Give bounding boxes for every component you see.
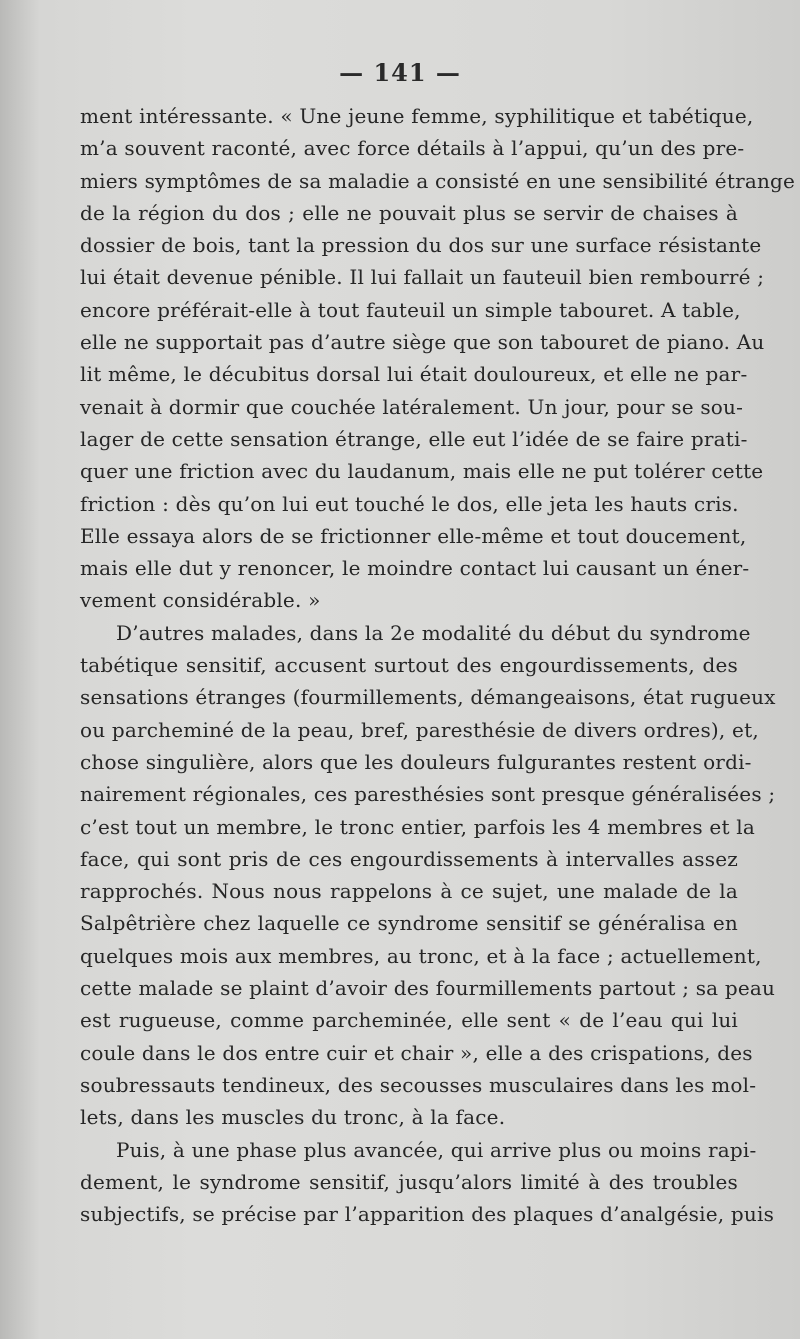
text-line: soubressauts tendineux, des secousses musculaires dans les mol- [80,1072,757,1097]
text-line: lui était devenue pénible. Il lui fallait un fauteuil bien rembourré ; [80,265,765,290]
text-line: D’autres malades, dans la 2e modalité du début du syndrome [116,620,751,645]
body-text [80,100,796,1230]
text-line: m’a souvent raconté, avec force détails à l’appui, qu’un des pre- [80,136,745,161]
text-line: dossier de bois, tant la pression du dos sur une surface résistante [80,233,762,258]
page-number: — 141 — [339,58,461,87]
text-line: sensations étranges (fourmillements, démangeaisons, état rugueux [80,685,776,710]
text-line: ment intéressante. « Une jeune femme, syphilitique et tabétique, [80,104,754,128]
text-line: miers symptômes de sa maladie a consisté en une sensibilité étrange [80,168,796,193]
text-line: encore préférait-elle à tout fauteuil un simple tabouret. A table, [80,297,741,322]
text-line: Elle essaya alors de se frictionner elle-même et tout doucement, [80,523,747,548]
text-line: c’est tout un membre, le tronc entier, parfois les 4 membres et la [80,814,755,839]
text-line: elle ne supportait pas d’autre siège que son tabouret de piano. Au [80,330,765,355]
text-line: quelques mois aux membres, au tronc, et à la face ; actuellement, [80,943,762,968]
text-line: face, qui sont pris de ces engourdissements à intervalles assez [80,846,738,871]
text-line: tabétique sensitif, accusent surtout des engourdissements, des [80,653,738,678]
text-line: Puis, à une phase plus avancée, qui arrive plus ou moins rapi- [116,1137,757,1162]
text-line: lager de cette sensation étrange, elle eut l’idée de se faire prati- [80,426,748,451]
text-line: subjectifs, se précise par l’apparition des plaques d’analgésie, puis [80,1202,775,1227]
text-line: dement, le syndrome sensitif, jusqu’alors limité à des troubles [80,1169,738,1194]
text-line: vement considérable. » [80,588,321,613]
text-line: chose singulière, alors que les douleurs fulgurantes restent ordi- [80,749,752,774]
text-line: de la région du dos ; elle ne pouvait plus se servir de chaises à [80,200,738,225]
text-line: est rugueuse, comme parcheminée, elle sent « de l’eau qui lui [80,1008,738,1033]
text-line: rapprochés. Nous nous rappelons à ce sujet, une malade de la [80,879,738,904]
text-line: mais elle dut y renoncer, le moindre contact lui causant un éner- [80,556,750,581]
text-line: lets, dans les muscles du tronc, à la face. [80,1105,506,1130]
text-line: lit même, le décubitus dorsal lui était douloureux, et elle ne par- [80,362,748,387]
text-line: nairement régionales, ces paresthésies sont presque généralisées ; [80,782,776,807]
text-line: quer une friction avec du laudanum, mais elle ne put tolérer cette [80,459,764,484]
text-line: venait à dormir que couchée latéralement. Un jour, pour se sou- [80,394,744,419]
text-line: cette malade se plaint d’avoir des fourmillements partout ; sa peau [80,976,776,1001]
text-line: coule dans le dos entre cuir et chair », elle a des crispations, des [80,1040,753,1065]
text-line: Salpêtrière chez laquelle ce syndrome sensitif se généralisa en [80,911,738,936]
text-line: ou parcheminé de la peau, bref, paresthésie de divers ordres), et, [80,717,759,742]
text-line: friction : dès qu’on lui eut touché le dos, elle jeta les hauts cris. [80,491,739,516]
